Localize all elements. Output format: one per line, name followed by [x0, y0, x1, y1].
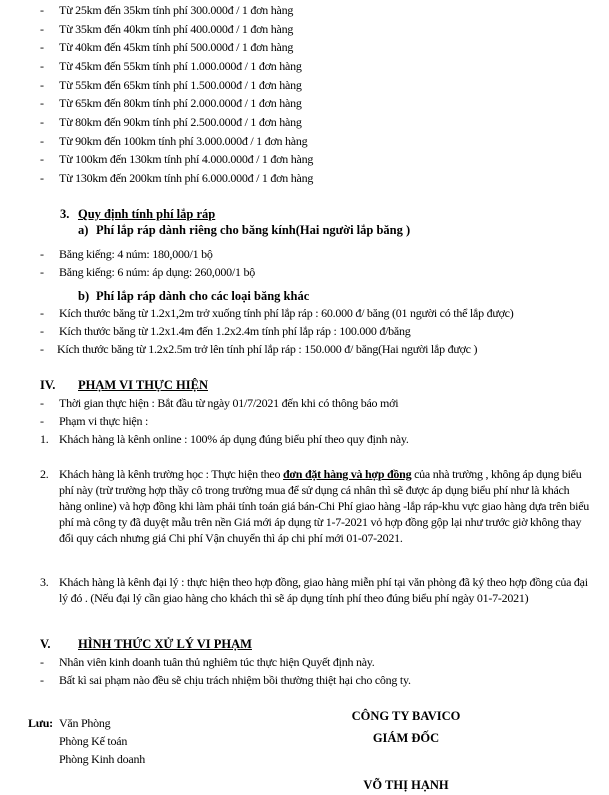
- list-bullet: -: [40, 655, 44, 669]
- list-item: Từ 80km đến 90km tính phí 2.500.000đ / 1 đơn hàng: [59, 115, 302, 129]
- list-bullet: -: [40, 96, 44, 110]
- director-title: GIÁM ĐỐC: [372, 731, 440, 745]
- list-item: -: [40, 3, 44, 17]
- order-contract-emphasis: đơn đặt hàng và hợp đồng: [282, 467, 412, 481]
- list-item: Kích thước băng từ 1.2x1,2m trở xuống tính phí lắp ráp : 60.000 đ/ băng (01 người có thể lắp được): [59, 306, 514, 320]
- list-item: Từ 100km đến 130km tính phí 4.000.000đ / 1 đơn hàng: [59, 152, 314, 166]
- list-bullet: -: [40, 396, 44, 410]
- section-5-number: V.: [40, 637, 51, 651]
- subsection-b-title: Phí lắp ráp dành cho các loại băng khác: [96, 289, 310, 303]
- company-name: CÔNG TY BAVICO: [351, 709, 461, 723]
- luu-label: Lưu:: [28, 716, 53, 730]
- recipient: Phòng Kinh doanh: [59, 752, 145, 766]
- section-4-number: IV.: [40, 378, 56, 392]
- list-bullet: -: [40, 171, 44, 185]
- paragraph-3: Khách hàng là kênh đại lý : thực hiện theo hợp đồng, giao hàng miễn phí tại văn phòng đã ký theo hợp đồng của đại lý đó . (Nếu đại lý cần giao hàng cho khách thì sẽ áp dụng tính phí theo đúng biểu phí ngày 01-7-2021): [59, 575, 588, 605]
- list-item: Kích thước băng từ 1.2x1.4m đến 1.2x2.4m tính phí lắp ráp : 100.000 đ/băng: [59, 324, 411, 338]
- list-item: Băng kiếng: 6 núm: áp dụng: 260,000/1 bộ: [59, 265, 255, 279]
- list-bullet: -: [40, 78, 44, 92]
- list-item: Phạm vi thực hiện :: [59, 414, 149, 428]
- list-bullet: -: [40, 22, 44, 36]
- list-bullet: -: [40, 324, 44, 338]
- list-item: Từ 25km đến 35km tính phí 300.000đ / 1 đơn hàng: [59, 3, 294, 17]
- list-item: Từ 40km đến 45km tính phí 500.000đ / 1 đơn hàng: [59, 40, 294, 54]
- recipient: Phòng Kế toán: [59, 734, 128, 748]
- list-item: Từ 130km đến 200km tính phí 6.000.000đ / 1 đơn hàng: [59, 171, 314, 185]
- section-4-title: PHẠM VI THỰC HIỆN: [78, 378, 208, 392]
- list-item: Kích thước băng từ 1.2x2.5m trở lên tính phí lắp ráp : 150.000 đ/ băng(Hai người lắp được ): [57, 342, 478, 356]
- list-bullet: -: [40, 115, 44, 129]
- list-bullet: -: [40, 673, 44, 687]
- subsection-b-label: b): [78, 289, 90, 303]
- list-bullet: -: [40, 134, 44, 148]
- paragraph-1-number: 1.: [40, 432, 49, 446]
- paragraph-2-number: 2.: [40, 467, 49, 481]
- list-bullet: -: [40, 414, 44, 428]
- list-bullet: -: [40, 59, 44, 73]
- list-bullet: -: [40, 247, 44, 261]
- subsection-a-title: Phí lắp ráp dành riêng cho băng kính(Hai người lắp băng ): [96, 223, 411, 237]
- list-item: Từ 35km đến 40km tính phí 400.000đ / 1 đơn hàng: [59, 22, 294, 36]
- subsection-a-label: a): [78, 223, 89, 237]
- list-item: Thời gian thực hiện : Bắt đầu từ ngày 01/7/2021 đến khi có thông báo mới: [59, 396, 399, 410]
- paragraph-2: Khách hàng là kênh trường học : Thực hiện theo đơn đặt hàng và hợp đồng của nhà trường , không áp dụng biểu phí này (trừ trường hợp thầy cô trong trường mua để sử dụng cá nhân thì sẽ được áp dụng biểu phí như là khách hàng online) và hợp đồng khi làm phải tính toán giá bán-Chi Phí giao hàng -lắp ráp-khu vực giao hàng dựa trên biểu phí mà công ty đã duyệt mẫu trên nền Giá mới áp dụng từ 1-7-2021 vỏ hợp đồng gộp lại như trước giờ không thay đổi quy cách nhưng giá Chi phí Vận chuyển thì áp chi phí mới 01-07-2021.: [59, 467, 590, 545]
- section-5-title: HÌNH THỨC XỬ LÝ VI PHẠM: [78, 637, 252, 651]
- list-item: Từ 65km đến 80km tính phí 2.000.000đ / 1 đơn hàng: [59, 96, 302, 110]
- list-bullet: -: [40, 152, 44, 166]
- list-bullet: -: [40, 342, 44, 356]
- list-item: Bất kì sai phạm nào đều sẽ chịu trách nhiệm bồi thường thiệt hại cho công ty.: [59, 673, 411, 687]
- recipient: Văn Phòng: [59, 716, 111, 730]
- section-3-number: 3.: [60, 207, 70, 221]
- list-bullet: -: [40, 306, 44, 320]
- list-bullet: -: [40, 40, 44, 54]
- list-item: Từ 45km đến 55km tính phí 1.000.000đ / 1 đơn hàng: [59, 59, 302, 73]
- paragraph-3-number: 3.: [40, 575, 49, 589]
- list-item: Băng kiếng: 4 núm: 180,000/1 bộ: [59, 247, 213, 261]
- list-item: Từ 90km đến 100km tính phí 3.000.000đ / 1 đơn hàng: [59, 134, 308, 148]
- list-item: Từ 55km đến 65km tính phí 1.500.000đ / 1 đơn hàng: [59, 78, 302, 92]
- section-3-title: Quy định tính phí lắp ráp: [78, 207, 216, 221]
- list-item: Nhân viên kinh doanh tuân thủ nghiêm túc thực hiện Quyết định này.: [59, 655, 375, 669]
- list-bullet: -: [40, 265, 44, 279]
- paragraph-1: Khách hàng là kênh online : 100% áp dụng đúng biểu phí theo quy định này.: [59, 432, 409, 446]
- signer-name: VÕ THỊ HẠNH: [363, 778, 449, 792]
